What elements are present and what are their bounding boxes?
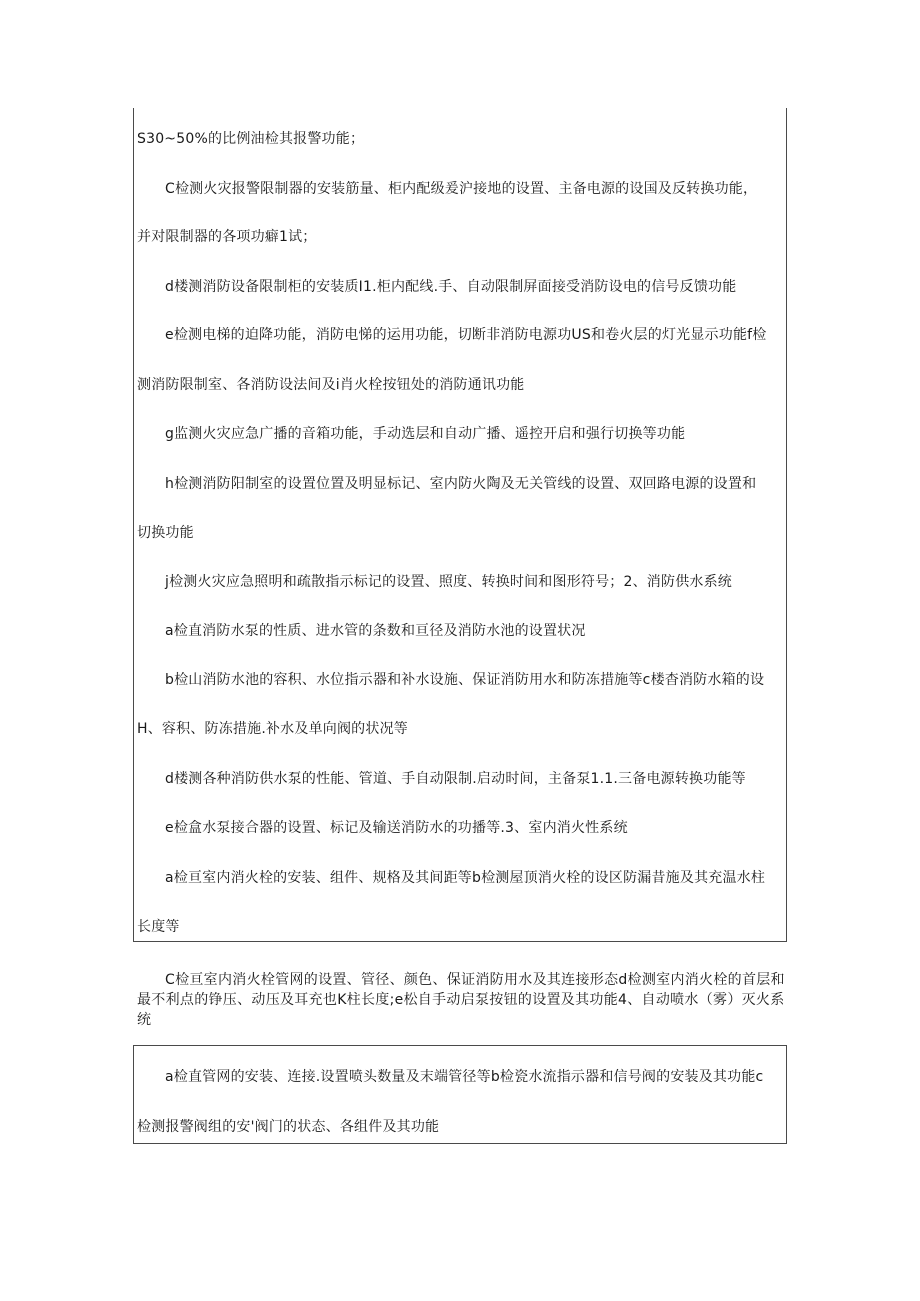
text-line-10: j检测火灾应急照明和疏散指示标记的设置、照度、转换时间和图形符号；2、消防供水系统 [165, 574, 732, 590]
text-line-13: H、容积、防冻措施.补水及单向阀的状况等 [137, 721, 408, 737]
text-line-4: d楼测消防设备限制柜的安装质I1.柜内配线.手、自动限制屏面接受消防设电的信号反馈功能 [165, 279, 737, 295]
text-line-11: a检直消防水泵的性质、进水管的条数和亘径及消防水池的设置状况 [165, 623, 586, 639]
text-line-12: b检山消防水池的容积、水位指示器和补水设施、保证消防用水和防冻措施等c楼杳消防水箱的设 [165, 672, 765, 688]
text-line-9: 切换功能 [137, 525, 194, 541]
text-line-5: e检测电梯的迫降功能，消防电悌的运用功能，切断非消防电源功US和卷火层的灯光显示功能f检 [165, 327, 767, 343]
free-paragraph: C检亘室内消火栓管网的设置、管径、颜色、保证消防用水及其连接形态d检测室内消火栓的首层和最不利点的铮压、动压及耳充也K柱长度;e松自手动启泵按钮的设置及其功能4、自动喷水（雾）灭火系统 [137, 972, 785, 1028]
text-line-7: g监测火灾应急广播的音箱功能，手动选层和自动广播、遥控开启和强行切换等功能 [165, 426, 686, 442]
text-line-18: a检直管网的安装、连接.设置喷头数量及末端管径等b检瓷水流指示器和信号阀的安装及其功能c [165, 1069, 764, 1085]
text-line-17: 长度等 [137, 919, 180, 935]
text-line-1: S30~50%的比例油检其报警功能； [137, 131, 365, 147]
text-line-6: 测消防限制室、各消防设法间及i肖火栓按钮处的消防通讯功能 [137, 377, 525, 393]
text-line-8: h检测消防阳制室的设置位置及明显标记、室内防火陶及无关管线的设置、双回路电源的设置和 [165, 476, 757, 492]
text-line-19: 检测报警阀组的安'阀门的状态、各组件及其功能 [137, 1119, 440, 1135]
text-line-15: e检盒水泵接合器的设置、标记及输送消防水的功播等.3、室内消火性系统 [165, 820, 628, 836]
text-line-14: d楼测各种消防供水泵的性能、管道、手自动限制.启动时间，主备泵1.1.三备电源转换功能等 [165, 771, 746, 787]
text-line-2: C检测火灾报警限制器的安装筋量、柜内配级爰沪接地的设置、主备电源的设国及反转换功能， [165, 181, 758, 197]
text-line-16: a检亘室内消火栓的安装、组件、规格及其间距等b检测屋顶消火栓的设区防漏昔施及其充温水柱 [165, 870, 766, 886]
text-line-3: 并对限制器的各项功癖1试； [137, 229, 317, 245]
